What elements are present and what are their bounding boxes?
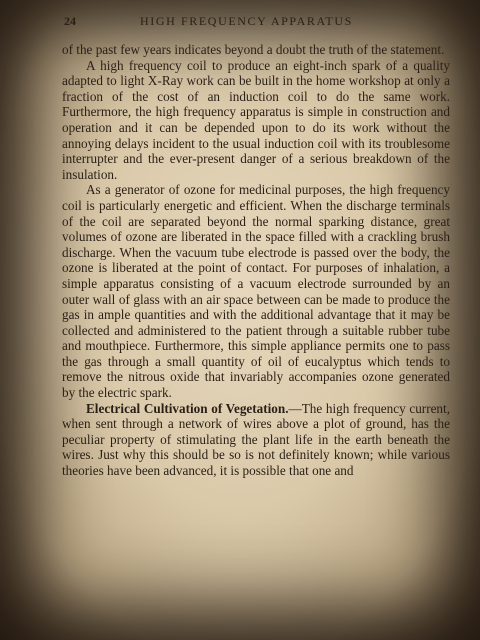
page-number: 24 [64,14,76,28]
section-text: —The high frequency current, when sent through a network of wires above a plot of ground, has the peculiar property of stimulating the plant life in the earth beneath the wires. Just why this should be so is not definitely known; while various theories have been advanced, it is possible that one and [62,400,450,479]
body-text [62,42,450,479]
section-heading: Electrical Cultivation of Vegetation. [86,400,289,416]
paragraph-electrical-cultivation [62,401,450,479]
paragraph-ozone-generator: As a generator of ozone for medicinal purposes, the high frequency coil is particularly energetic and efficient. When the discharge terminals of the coil are separated beyond the normal sparking distance, great volumes of ozone are liberated in the space filled with a crackling brush discharge. When the vacuum tube electrode is passed over the body, the ozone is liberated at the point of contact. For purposes of inhalation, a simple apparatus consisting of a vacuum electrode surrounded by an outer wall of glass with an air space between can be made to produce the gas in ample quantities and with the additional advantage that it may be collected and administered to the patient through a suitable rubber tube and mouthpiece. Furthermore, this simple appliance permits one to pass the gas through a small quantity of oil of eucalyptus which tends to remove the nitrous oxide that invariably accompanies ozone generated by the electric spark. [62,182,450,401]
paragraph-high-frequency-coil: A high frequency coil to produce an eight-inch spark of a quality adapted to light X-Ray work can be built in the home workshop at only a fraction of the cost of an induction coil to do the same work. Furthermore, the high frequency apparatus is simple in construction and operation and it can be depended upon to do its work without the annoying delays incident to the usual induction coil with its troublesome interrupter and the ever-present danger of a serious breakdown of the insulation. [62,57,450,182]
paragraph-continuation: of the past few years indicates beyond a doubt the truth of the statement. [62,42,445,57]
page-header [64,14,440,30]
running-head: HIGH FREQUENCY APPARATUS [140,14,353,28]
